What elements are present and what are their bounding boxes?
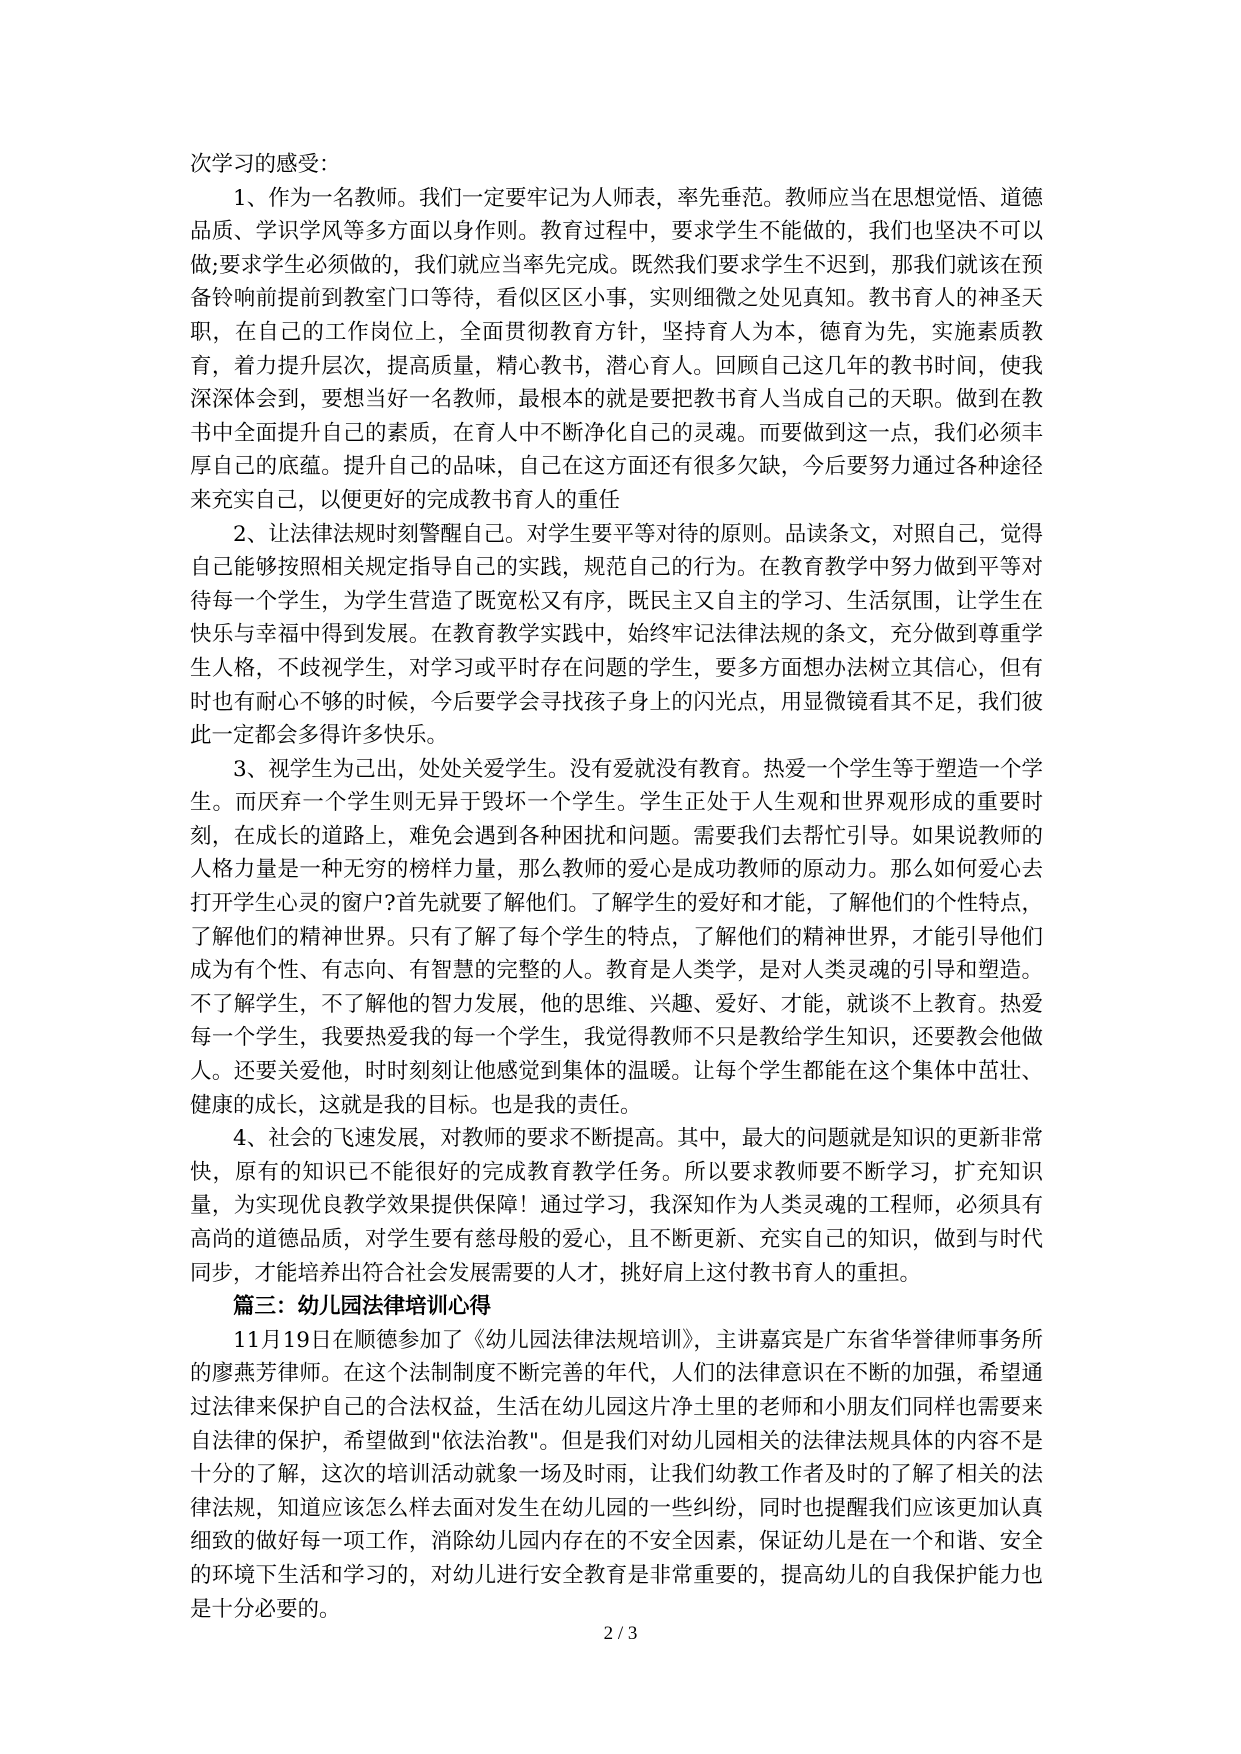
document-body	[190, 148, 1043, 1626]
paragraph-point-4: 4、社会的飞速发展，对教师的要求不断提高。其中，最大的问题就是知识的更新非常快，原有的知识已不能很好的完成教育教学任务。所以要求教师要不断学习，扩充知识量，为实现优良教学效果提供保障！通过学习，我深知作为人类灵魂的工程师，必须具有高尚的道德品质，对学生要有慈母般的爱心，且不断更新、充实自己的知识，做到与时代同步，才能培养出符合社会发展需要的人才，挑好肩上这付教书育人的重担。	[190, 1126, 1043, 1286]
paragraph-section-3-body: 11月19日在顺德参加了《幼儿园法律法规培训》，主讲嘉宾是广东省华誉律师事务所的廖燕芳律师。在这个法制制度不断完善的年代，人们的法律意识在不断的加强，希望通过法律来保护自己的合法权益，生活在幼儿园这片净土里的老师和小朋友们同样也需要来自法律的保护，希望做到"依法治教"。但是我们对幼儿园相关的法律法规具体的内容不是十分的了解，这次的培训活动就象一场及时雨，让我们幼教工作者及时的了解了相关的法律法规，知道应该怎么样去面对发生在幼儿园的一些纠纷，同时也提醒我们应该更加认真细致的做好每一项工作，消除幼儿园内存在的不安全因素，保证幼儿是在一个和谐、安全的环境下生活和学习的，对幼儿进行安全教育是非常重要的，提高幼儿的自我保护能力也是十分必要的。	[190, 1327, 1043, 1622]
paragraph-point-3: 3、视学生为己出，处处关爱学生。没有爱就没有教育。热爱一个学生等于塑造一个学生。而厌弃一个学生则无异于毁坏一个学生。学生正处于人生观和世界观形成的重要时刻，在成长的道路上，难免会遇到各种困扰和问题。需要我们去帮忙引导。如果说教师的人格力量是一种无穷的榜样力量，那么教师的爱心是成功教师的原动力。那么如何爱心去打开学生心灵的窗户?首先就要了解他们。了解学生的爱好和才能，了解他们的个性特点，了解他们的精神世界。只有了解了每个学生的特点，了解他们的精神世界，才能引导他们成为有个性、有志向、有智慧的完整的人。教育是人类学，是对人类灵魂的引导和塑造。不了解学生，不了解他的智力发展，他的思维、兴趣、爱好、才能，就谈不上教育。热爱每一个学生，我要热爱我的每一个学生，我觉得教师不只是教给学生知识，还要教会他做人。还要关爱他，时时刻刻让他感觉到集体的温暖。让每个学生都能在这个集体中茁壮、健康的成长，这就是我的目标。也是我的责任。	[190, 756, 1043, 1118]
paragraph-point-2: 2、让法律法规时刻警醒自己。对学生要平等对待的原则。品读条文，对照自己，觉得自己能够按照相关规定指导自己的实践，规范自己的行为。在教育教学中努力做到平等对待每一个学生，为学生营造了既宽松又有序，既民主又自主的学习、生活氛围，让学生在快乐与幸福中得到发展。在教育教学实践中，始终牢记法律法规的条文，充分做到尊重学生人格，不歧视学生，对学习或平时存在问题的学生，要多方面想办法树立其信心，但有时也有耐心不够的时候，今后要学会寻找孩子身上的闪光点，用显微镜看其不足，我们彼此一定都会多得许多快乐。	[190, 521, 1043, 749]
paragraph-point-1: 1、作为一名教师。我们一定要牢记为人师表，率先垂范。教师应当在思想觉悟、道德品质、学识学风等多方面以身作则。教育过程中，要求学生不能做的，我们也坚决不可以做;要求学生必须做的，我们就应当率先完成。既然我们要求学生不迟到，那我们就该在预备铃响前提前到教室门口等待，看似区区小事，实则细微之处见真知。教书育人的神圣天职，在自己的工作岗位上，全面贯彻教育方针，坚持育人为本，德育为先，实施素质教育，着力提升层次，提高质量，精心教书，潜心育人。回顾自己这几年的教书时间，使我深深体会到，要想当好一名教师，最根本的就是要把教书育人当成自己的天职。做到在教书中全面提升自己的素质，在育人中不断净化自己的灵魂。而要做到这一点，我们必须丰厚自己的底蕴。提升自己的品味，自己在这方面还有很多欠缺，今后要努力通过各种途径来充实自己，以便更好的完成教书育人的重任	[190, 185, 1043, 513]
paragraph-intro: 次学习的感受：	[190, 152, 341, 177]
page-number: 2 / 3	[603, 1623, 638, 1644]
section-heading: 篇三：幼儿园法律培训心得	[233, 1294, 492, 1320]
